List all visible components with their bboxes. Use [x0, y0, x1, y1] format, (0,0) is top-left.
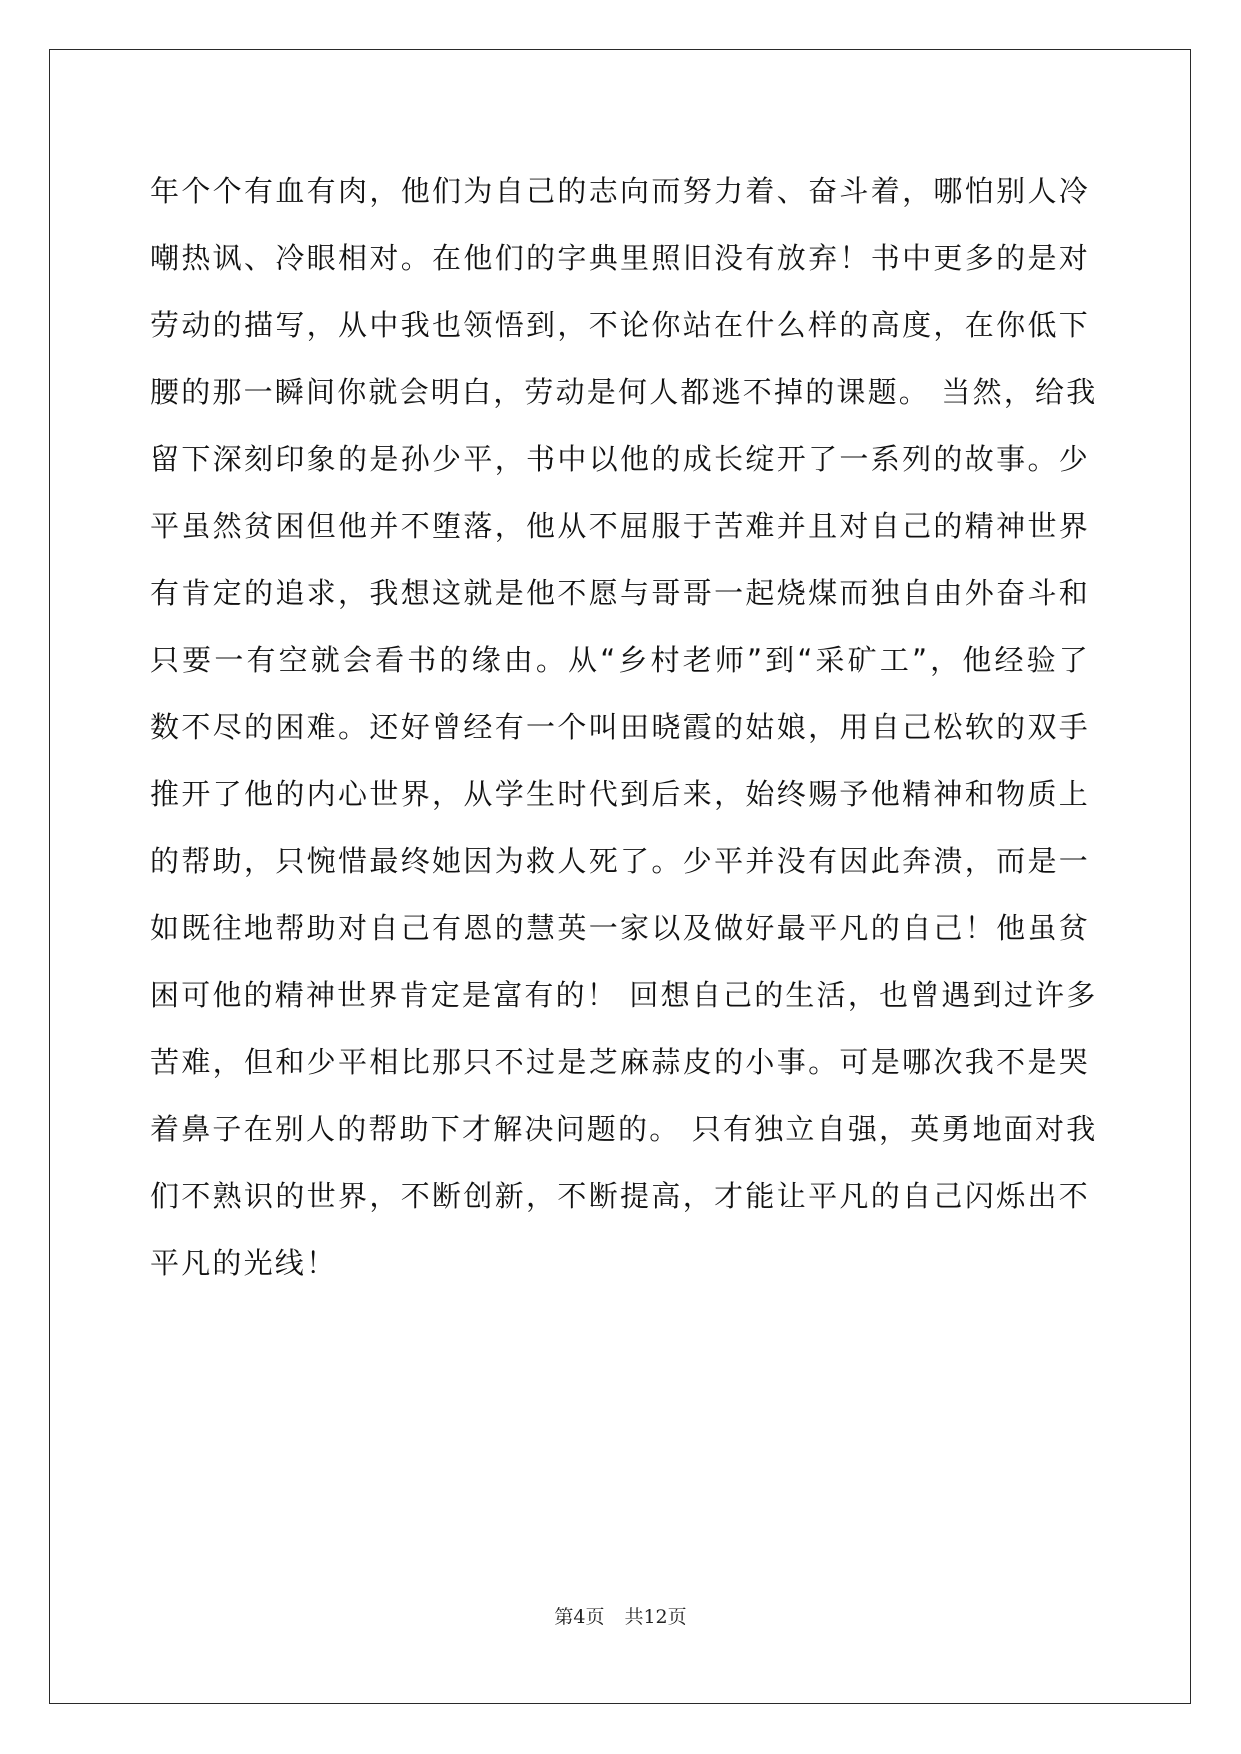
- text-line: 有肯定的追求，我想这就是他不愿与哥哥一起烧煤而独自由外奋斗和: [150, 576, 1090, 610]
- text-line: 们不熟识的世界，不断创新，不断提高，才能让平凡的自己闪烁出不: [150, 1179, 1090, 1213]
- text-line: 劳动的描写，从中我也领悟到，不论你站在什么样的高度，在你低下: [150, 308, 1090, 342]
- text-line-last: 平凡的光线！: [150, 1246, 338, 1280]
- body-text: [150, 158, 1098, 1297]
- text-line: 推开了他的内心世界，从学生时代到后来，始终赐予他精神和物质上: [150, 777, 1090, 811]
- text-line: 腰的那一瞬间你就会明白，劳动是何人都逃不掉的课题。 当然，给我: [150, 375, 1098, 409]
- page-number: 第4页: [554, 1606, 605, 1628]
- text-line: 嘲热讽、冷眼相对。在他们的字典里照旧没有放弃！书中更多的是对: [150, 241, 1090, 275]
- page-footer: [0, 1602, 1241, 1629]
- text-line: 留下深刻印象的是孙少平，书中以他的成长绽开了一系列的故事。少: [150, 442, 1090, 476]
- text-line: 困可他的精神世界肯定是富有的！ 回想自己的生活，也曾遇到过许多: [150, 978, 1098, 1012]
- text-line: 的帮助，只惋惜最终她因为救人死了。少平并没有因此奔溃，而是一: [150, 844, 1090, 878]
- text-line: 数不尽的困难。还好曾经有一个叫田晓霞的姑娘，用自己松软的双手: [150, 710, 1090, 744]
- text-line: 着鼻子在别人的帮助下才解决问题的。 只有独立自强，英勇地面对我: [150, 1112, 1098, 1146]
- page-total: 共12页: [624, 1606, 687, 1628]
- text-line: 年个个有血有肉，他们为自己的志向而努力着、奋斗着，哪怕别人冷: [150, 174, 1090, 208]
- text-line: 苦难，但和少平相比那只不过是芝麻蒜皮的小事。可是哪次我不是哭: [150, 1045, 1090, 1079]
- text-line: 只要一有空就会看书的缘由。从“乡村老师”到“采矿工”，他经验了: [150, 643, 1091, 677]
- text-line: 如既往地帮助对自己有恩的慧英一家以及做好最平凡的自己！他虽贫: [150, 911, 1090, 945]
- text-line: 平虽然贫困但他并不堕落，他从不屈服于苦难并且对自己的精神世界: [150, 509, 1090, 543]
